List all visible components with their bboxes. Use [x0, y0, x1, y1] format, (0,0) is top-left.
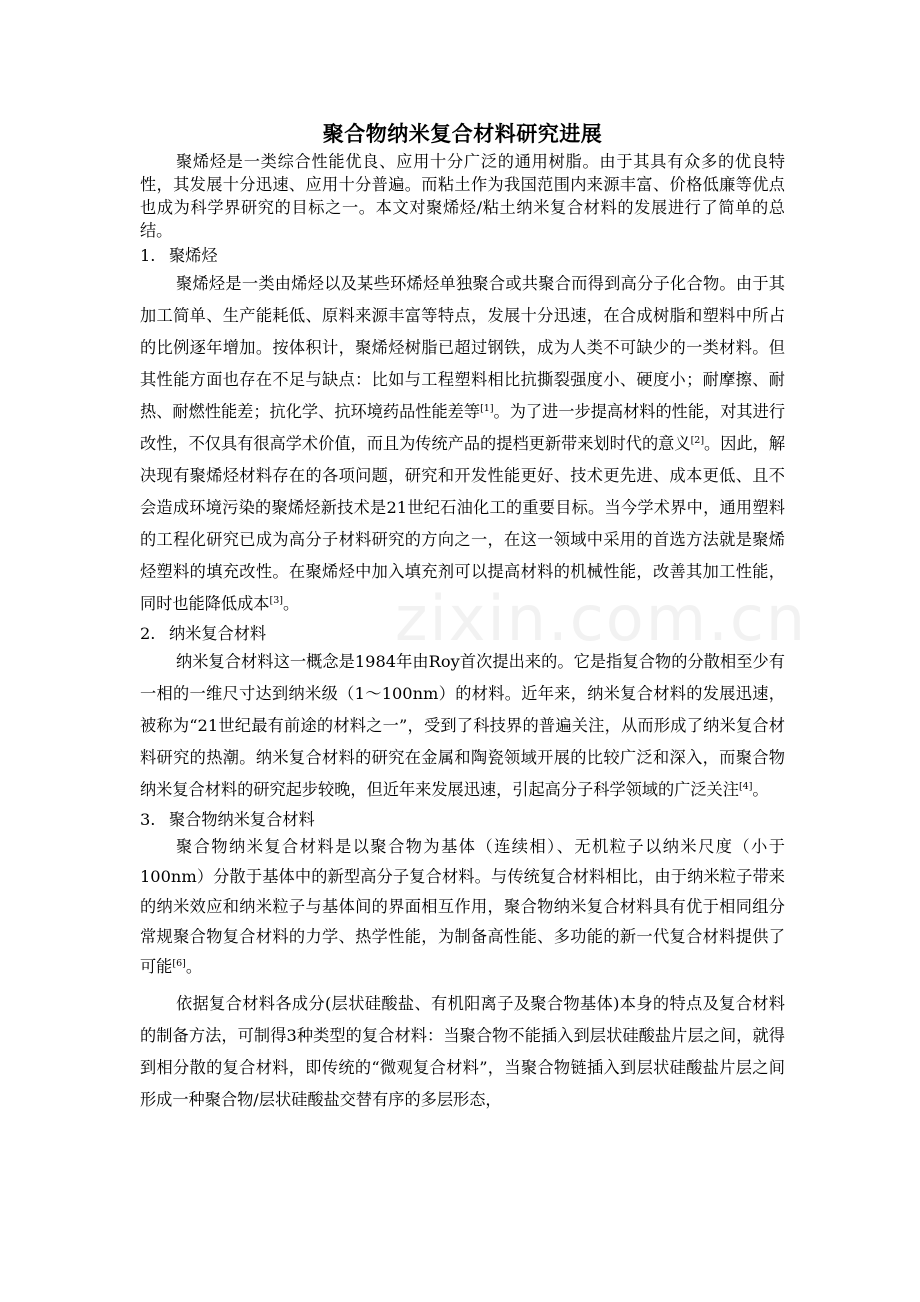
text-run: 。因此，解决现有聚烯烃材料存在的各项问题，研究和开发性能更好、技术更先进、成本更低、且不会造成环境污染的聚烯烃新技术是21世纪石油化工的重要目标。当今学术界中，通用塑料的工程化研究已成为高分子材料研究的方向之一，在这一领域中采用的首选方法就是聚烯烃塑料的填充改性。在聚烯烃中加入填充剂可以提高材料的机械性能，改善其加工性能，同时也能降低成本: [140, 434, 786, 613]
section-3-paragraph-1: [140, 832, 785, 982]
section-2-paragraph: [140, 646, 785, 806]
section-1-paragraph: [140, 268, 785, 620]
text-run: 聚烯烃是一类由烯烃以及某些环烯烃单独聚合或共聚合而得到高分子化合物。由于其加工简单、生产能耗低、原料来源丰富等特点，发展十分迅速，在合成树脂和塑料中所占的比例逐年增加。按体积计，聚烯烃树脂已超过钢铁，成为人类不可缺少的一类材料。但其性能方面也存在不足与缺点：比如与工程塑料相比抗撕裂强度小、硬度小；耐摩擦、耐热、耐燃性能差；抗化学、抗环境药品性能差等: [140, 274, 785, 421]
text-run: 。: [752, 780, 769, 799]
text-run: 纳米复合材料这一概念是1984年由Roy首次提出来的。它是指复合物的分散相至少有一相的一维尺寸达到纳米级（1～100nm）的材料。近年来，纳米复合材料的发展迅速，被称为“21世纪最有前途的材料之一”，受到了科技界的普遍关注，从而形成了纳米复合材料研究的热潮。纳米复合材料的研究在金属和陶瓷领域开展的比较广泛和深入，而聚合物纳米复合材料的研究起步较晚，但近年来发展迅速，引起高分子科学领域的广泛关注: [140, 652, 785, 799]
section-number: 3.: [140, 810, 156, 829]
watermark: zixin.com.cn: [395, 582, 808, 655]
section-title: 聚烯烃: [169, 246, 218, 265]
section-heading-2: [140, 620, 785, 646]
citation-ref: [4]: [738, 781, 753, 792]
document-title: 聚合物纳米复合材料研究进展: [322, 122, 603, 146]
text-run: 。: [185, 957, 203, 976]
document-page: [140, 118, 785, 1116]
section-heading-1: [140, 242, 785, 268]
section-title: 纳米复合材料: [169, 624, 267, 643]
section-heading-3: [140, 806, 785, 832]
text-run: 。为了进一步提高材料的性能，对其进行改性，不仅具有很高学术价值，而且为传统产品的提档更新带来划时代的意义: [140, 402, 786, 453]
section-title: 聚合物纳米复合材料: [169, 810, 315, 829]
section-3-paragraph-2: 依据复合材料各成分(层状硅酸盐、有机阳离子及聚合物基体)本身的特点及复合材料的制备方法，可制得3种类型的复合材料：当聚合物不能插入到层状硅酸盐片层之间，就得到相分散的复合材料，即传统的“微观复合材料”，当聚合物链插入到层状硅酸盐片层之间形成一种聚合物/层状硅酸盐交替有序的多层形态，: [140, 994, 785, 1109]
intro-paragraph: 聚烯烃是一类综合性能优良、应用十分广泛的通用树脂。由于其具有众多的优良特性，其发展十分迅速、应用十分普遍。而粘土作为我国范围内来源丰富、价格低廉等优点也成为科学界研究的目标之一。本文对聚烯烃/粘土纳米复合材料的发展进行了简单的总结。: [140, 152, 785, 240]
citation-ref: [3]: [269, 595, 283, 606]
section-number: 2.: [140, 624, 156, 643]
citation-ref: [2]: [690, 435, 705, 446]
text-run: 聚合物纳米复合材料是以聚合物为基体（连续相）、无机粒子以纳米尺度（小于100nm）分散于基体中的新型高分子复合材料。与传统复合材料相比，由于纳米粒子带来的纳米效应和纳米粒子与基体间的界面相互作用，聚合物纳米复合材料具有优于相同组分常规聚合物复合材料的力学、热学性能，为制备高性能、多功能的新一代复合材料提供了可能: [140, 837, 785, 976]
text-run: 。: [282, 594, 300, 613]
citation-ref: [6]: [172, 958, 186, 969]
section-number: 1.: [140, 246, 156, 265]
citation-ref: [1]: [480, 403, 494, 414]
